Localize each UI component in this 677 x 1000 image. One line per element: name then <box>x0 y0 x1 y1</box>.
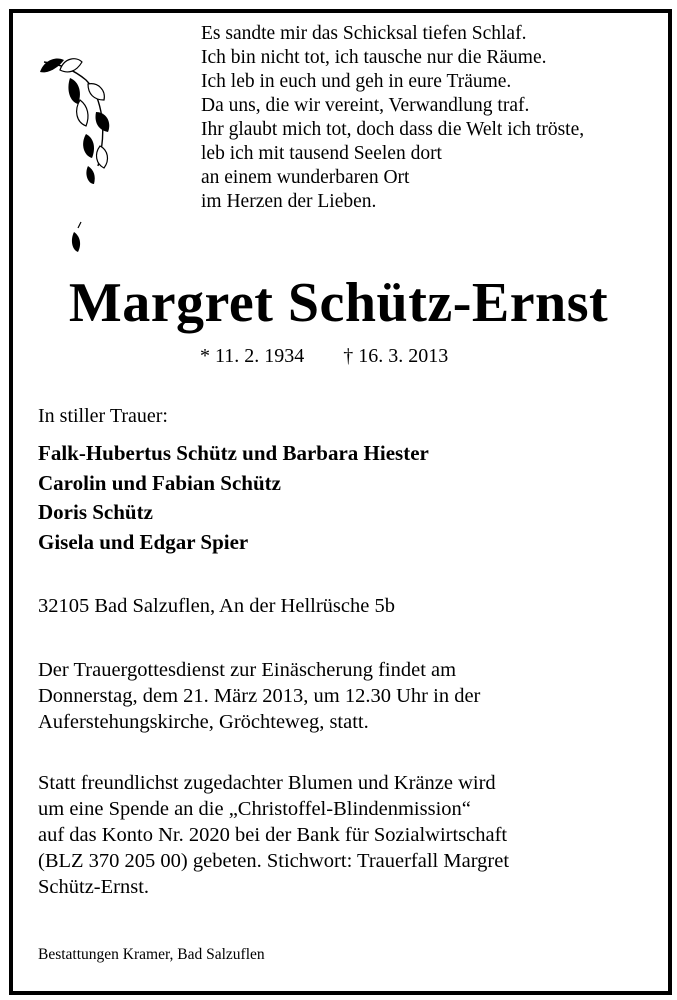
donation-line: (BLZ 370 205 00) gebeten. Stichwort: Trauerfall Margret <box>38 850 510 872</box>
mourner-name: Doris Schütz <box>38 500 153 524</box>
donation-line: Statt freundlichst zugedachter Blumen und Kränze wird <box>38 772 496 794</box>
donation-line: um eine Spende an die „Christoffel-Blindenmission“ <box>38 798 471 820</box>
poem-line: an einem wunderbaren Ort <box>201 167 410 188</box>
undertaker-credit: Bestattungen Kramer, Bad Salzuflen <box>38 946 265 963</box>
poem-line: Ich bin nicht tot, ich tausche nur die Räume. <box>201 47 547 68</box>
poem-line: Ich leb in euch und geh in eure Träume. <box>201 71 512 92</box>
poem-line: Ihr glaubt mich tot, doch dass die Welt ich tröste, <box>201 119 585 140</box>
donation-line: Schütz-Ernst. <box>38 876 150 898</box>
birth-date: * 11. 2. 1934 <box>200 345 305 367</box>
life-dates <box>200 343 448 369</box>
donation-line: auf das Konto Nr. 2020 bei der Bank für Sozialwirtschaft <box>38 824 508 846</box>
service-line: Donnerstag, dem 21. März 2013, um 12.30 Uhr in der <box>38 685 481 707</box>
family-address: 32105 Bad Salzuflen, An der Hellrüsche 5b <box>38 595 395 617</box>
poem-line: Da uns, die wir vereint, Verwandlung traf. <box>201 95 530 116</box>
leaf-branch-icon <box>30 50 112 260</box>
poem-line: Es sandte mir das Schicksal tiefen Schlaf. <box>201 23 527 44</box>
mourning-label: In stiller Trauer: <box>38 405 168 427</box>
death-date: † 16. 3. 2013 <box>343 345 449 367</box>
mourners-list <box>38 439 429 557</box>
deceased-name: Margret Schütz-Ernst <box>68 272 609 334</box>
service-line: Der Trauergottesdienst zur Einäscherung findet am <box>38 659 457 681</box>
mourner-name: Carolin und Fabian Schütz <box>38 470 281 495</box>
poem <box>201 22 584 214</box>
service-line: Auferstehungskirche, Gröchteweg, statt. <box>38 711 369 733</box>
mourner-name: Gisela und Edgar Spier <box>38 529 249 554</box>
funeral-service-text <box>38 657 480 735</box>
donation-text <box>38 770 509 900</box>
poem-line: im Herzen der Lieben. <box>201 191 377 212</box>
mourner-name: Falk-Hubertus Schütz und Barbara Hiester <box>38 441 429 465</box>
poem-line: leb ich mit tausend Seelen dort <box>201 143 442 164</box>
